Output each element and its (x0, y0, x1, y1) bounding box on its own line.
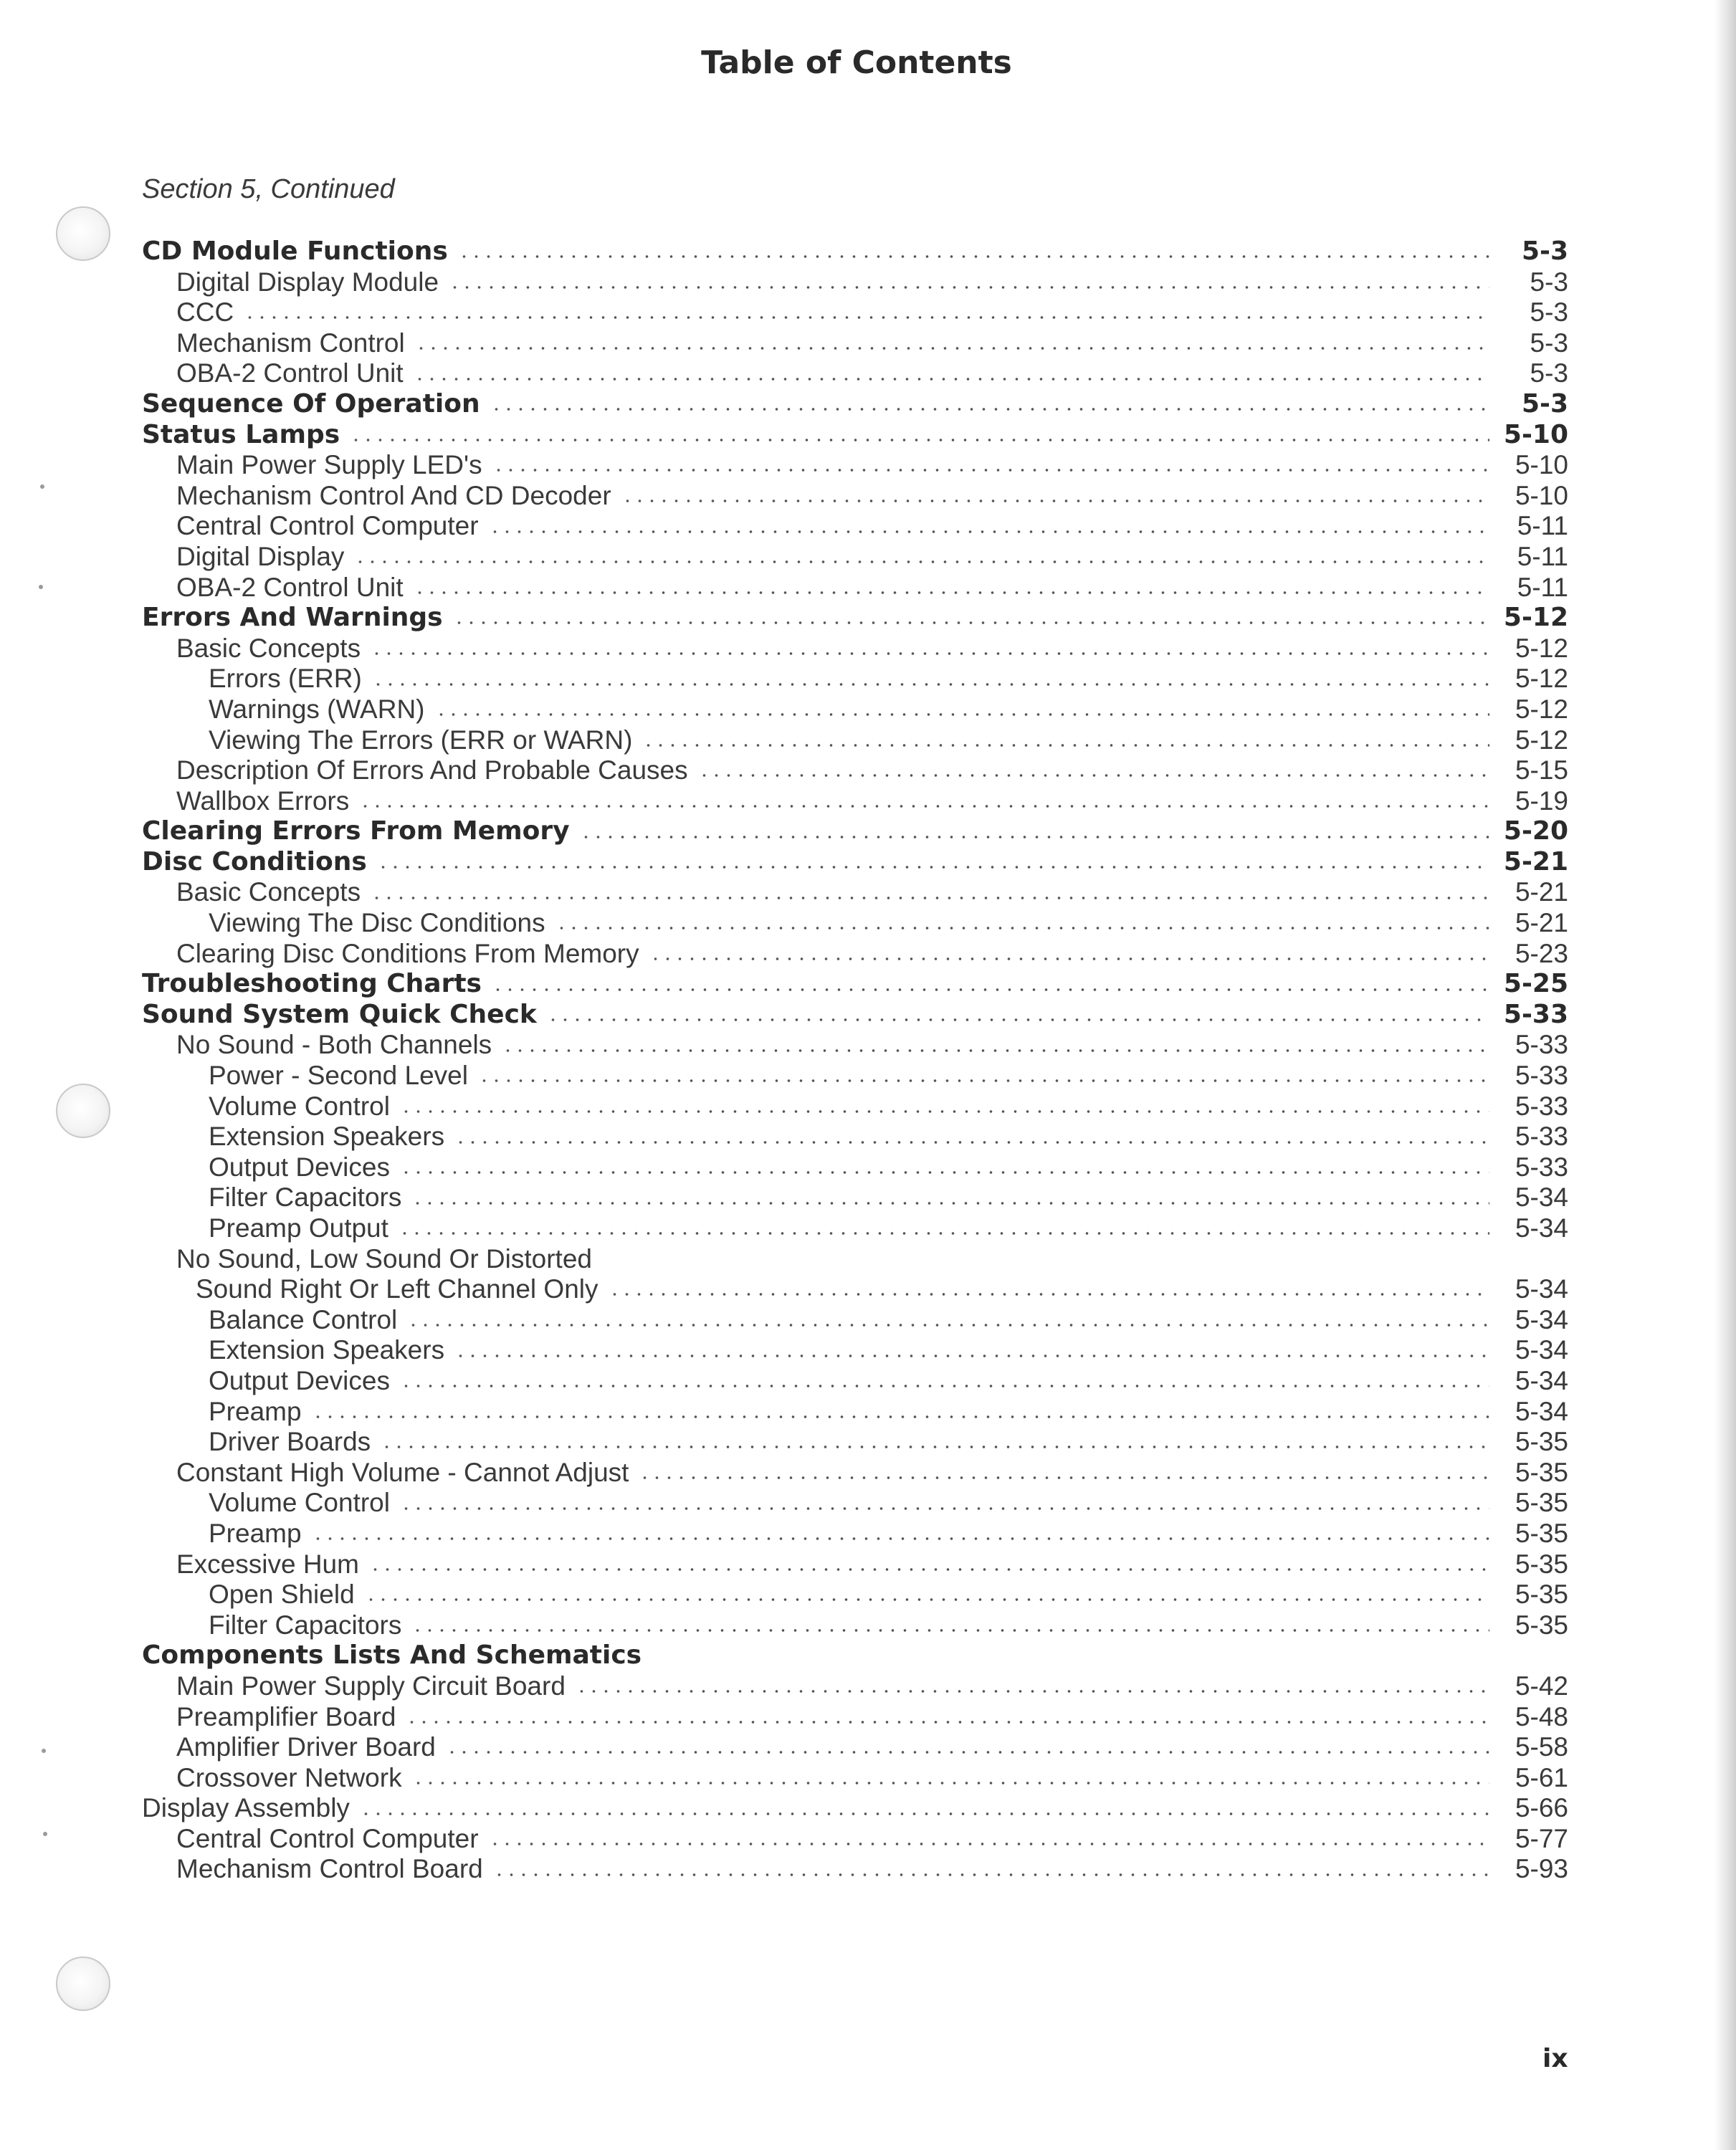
toc-entry-page: 5-35 (1515, 1427, 1568, 1457)
toc-entry-title: Volume Control (209, 1091, 390, 1121)
toc-entry-title: Filter Capacitors (209, 1182, 402, 1213)
toc-entry-page: 5-12 (1515, 664, 1568, 694)
toc-entry-title: Viewing The Disc Conditions (209, 908, 545, 938)
toc-entry-page: 5-34 (1515, 1182, 1568, 1213)
toc-entry-page: 5-3 (1521, 388, 1568, 419)
toc-entry-page: 5-33 (1515, 1122, 1568, 1152)
dot-leader (372, 682, 1489, 687)
toc-entry-page: 5-33 (1515, 1061, 1568, 1091)
toc-entry-page: 5-66 (1515, 1793, 1568, 1823)
toc-entry-page: 5-35 (1515, 1488, 1568, 1518)
toc-entry-title: Filter Capacitors (209, 1610, 402, 1640)
toc-entry (142, 389, 1568, 420)
dot-leader (312, 1537, 1489, 1541)
dot-leader (377, 865, 1489, 869)
dot-leader (446, 1750, 1489, 1754)
toc-entry (142, 328, 1568, 359)
dot-leader (458, 254, 1489, 259)
toc-entry (142, 603, 1568, 634)
toc-entry-page: 5-3 (1530, 328, 1568, 358)
toc-entry (142, 1061, 1568, 1091)
dot-leader (414, 377, 1489, 381)
toc-entry-title: No Sound, Low Sound Or Distorted (176, 1243, 592, 1274)
toc-entry-title: Basic Concepts (176, 633, 361, 663)
toc-entry (142, 1458, 1568, 1489)
toc-entry-title: Status Lamps (142, 419, 340, 449)
dot-leader (350, 438, 1489, 442)
toc-entry-title: Sound Right Or Left Channel Only (196, 1274, 598, 1304)
dot-leader (371, 896, 1489, 900)
toc-entry (142, 267, 1568, 298)
dot-leader (555, 926, 1489, 930)
toc-entry-title: Preamp (209, 1396, 302, 1426)
dot-leader (489, 530, 1489, 534)
dot-leader (312, 1415, 1489, 1419)
toc-entry-page: 5-3 (1521, 236, 1568, 266)
punch-hole-bottom (56, 1956, 110, 2011)
dot-leader (414, 591, 1489, 595)
toc-entry-title: Extension Speakers (209, 1122, 445, 1152)
toc-entry (142, 1702, 1568, 1733)
dot-leader (547, 1018, 1489, 1022)
toc-entry (142, 969, 1568, 1000)
toc-entry-title: Errors And Warnings (142, 603, 443, 633)
toc-entry-page: 5-21 (1515, 908, 1568, 938)
dot-leader (621, 499, 1489, 503)
toc-entry-title: Clearing Disc Conditions From Memory (176, 938, 639, 968)
toc-entry (142, 634, 1568, 664)
toc-entry-page: 5-34 (1515, 1274, 1568, 1304)
toc-entry (142, 1488, 1568, 1519)
dot-leader (406, 1720, 1489, 1724)
toc-entry (142, 450, 1568, 481)
toc-entry (142, 1427, 1568, 1458)
toc-entry-title: Mechanism Control Board (176, 1854, 483, 1884)
toc-entry-title: Display Assembly (142, 1793, 350, 1823)
toc-entry (142, 908, 1568, 939)
dot-leader (407, 1323, 1489, 1327)
toc-entry-page: 5-11 (1517, 541, 1568, 571)
dot-leader (642, 743, 1489, 747)
toc-entry (142, 939, 1568, 970)
toc-entry-title: Extension Speakers (209, 1335, 445, 1365)
toc-entry-title: Preamplifier Board (176, 1701, 396, 1731)
toc-entry-title: Sound System Quick Check (142, 999, 537, 1029)
dot-leader (365, 1597, 1489, 1602)
toc-entry-page: 5-33 (1515, 1091, 1568, 1121)
toc-entry-page: 5-93 (1515, 1854, 1568, 1884)
dot-leader (454, 1354, 1489, 1358)
toc-entry-page: 5-58 (1515, 1732, 1568, 1762)
toc-entry (142, 1519, 1568, 1549)
dot-leader (492, 468, 1489, 472)
toc-entry (142, 542, 1568, 573)
dot-leader (415, 346, 1489, 350)
toc-entry (142, 755, 1568, 786)
toc-entry-title: Main Power Supply LED's (176, 450, 482, 480)
toc-entry-title: Open Shield (209, 1580, 355, 1610)
toc-entry-title: Volume Control (209, 1488, 390, 1518)
dot-leader (639, 1476, 1489, 1480)
toc-entry (142, 816, 1568, 847)
toc-entry (142, 1763, 1568, 1794)
dot-leader (400, 1109, 1489, 1114)
toc-entry (142, 1397, 1568, 1428)
toc-entry-page: 5-35 (1515, 1549, 1568, 1579)
table-of-contents (142, 236, 1568, 1885)
toc-entry-page: 5-33 (1515, 1152, 1568, 1182)
toc-entry-page: 5-33 (1503, 999, 1568, 1029)
toc-entry-title: CD Module Functions (142, 236, 448, 266)
toc-entry (142, 1854, 1568, 1885)
toc-entry-page: 5-19 (1515, 785, 1568, 816)
toc-entry-title: Output Devices (209, 1365, 390, 1395)
toc-entry (142, 511, 1568, 542)
dot-leader (580, 835, 1489, 839)
dot-leader (359, 804, 1489, 808)
toc-entry-page: 5-34 (1515, 1304, 1568, 1334)
dot-leader (502, 1048, 1489, 1053)
toc-entry (142, 847, 1568, 878)
dot-leader (411, 1201, 1489, 1205)
dot-leader (698, 773, 1489, 778)
toc-entry-title: Constant High Volume - Cannot Adjust (176, 1457, 629, 1487)
toc-entry (142, 1305, 1568, 1336)
toc-entry-title: Crossover Network (176, 1762, 402, 1792)
toc-entry (142, 1366, 1568, 1397)
dot-leader (609, 1292, 1490, 1296)
dot-leader (371, 651, 1489, 656)
dot-leader (381, 1445, 1489, 1449)
toc-entry-title: Viewing The Errors (ERR or WARN) (209, 725, 633, 755)
toc-entry (142, 694, 1568, 725)
punch-hole-top (56, 206, 110, 261)
dot-leader (244, 315, 1489, 320)
toc-entry-title: Excessive Hum (176, 1549, 359, 1579)
toc-entry-title: Power - Second Level (209, 1061, 468, 1091)
dot-leader (454, 1140, 1489, 1145)
toc-entry-page: 5-77 (1515, 1823, 1568, 1853)
punch-hole-middle (56, 1084, 110, 1138)
toc-entry-title: Preamp Output (209, 1213, 388, 1243)
toc-entry (142, 1671, 1568, 1702)
toc-entry-title: OBA-2 Control Unit (176, 572, 404, 602)
toc-entry-page: 5-20 (1503, 816, 1568, 846)
dot-leader (400, 1506, 1489, 1511)
toc-entry (142, 1152, 1568, 1183)
toc-entry (142, 1122, 1568, 1152)
toc-entry-title: Errors (ERR) (209, 664, 362, 694)
dot-leader (412, 1781, 1489, 1785)
dot-leader (360, 1812, 1489, 1816)
toc-entry-page: 5-34 (1515, 1365, 1568, 1395)
toc-entry-title: Digital Display (176, 541, 345, 571)
toc-entry-page: 5-34 (1515, 1335, 1568, 1365)
toc-entry-page: 5-35 (1515, 1518, 1568, 1548)
toc-entry-title: Balance Control (209, 1304, 398, 1334)
toc-entry-page: 5-25 (1503, 969, 1568, 999)
toc-entry-title: Clearing Errors From Memory (142, 816, 570, 846)
toc-entry (142, 1335, 1568, 1366)
dot-leader (399, 1231, 1489, 1236)
toc-entry-page: 5-21 (1515, 877, 1568, 907)
toc-entry-page: 5-34 (1515, 1213, 1568, 1243)
dot-leader (576, 1689, 1489, 1693)
toc-entry (142, 877, 1568, 908)
toc-entry-page: 5-12 (1503, 603, 1568, 633)
toc-entry (142, 1793, 1568, 1824)
dot-leader (453, 621, 1489, 625)
toc-entry-title: Sequence Of Operation (142, 388, 480, 419)
toc-entry (142, 664, 1568, 694)
dot-leader (492, 988, 1489, 992)
toc-entry (142, 481, 1568, 512)
dot-leader (411, 1628, 1489, 1633)
page-number: ix (1542, 2044, 1568, 2073)
toc-entry-page: 5-33 (1515, 1030, 1568, 1060)
toc-entry (142, 1213, 1568, 1244)
toc-entry-title: OBA-2 Control Unit (176, 358, 404, 388)
dot-leader (435, 712, 1490, 717)
toc-entry-page: 5-23 (1515, 938, 1568, 968)
dot-leader (493, 1873, 1489, 1877)
toc-entry (142, 1244, 1568, 1275)
toc-entry (142, 1580, 1568, 1610)
toc-entry-title: No Sound - Both Channels (176, 1030, 492, 1060)
dot-leader (369, 1567, 1489, 1572)
toc-entry-page: 5-12 (1515, 633, 1568, 663)
dot-leader (400, 1170, 1489, 1175)
toc-entry-title: Mechanism Control (176, 328, 405, 358)
toc-entry-title: Output Devices (209, 1152, 390, 1182)
toc-entry-title: Central Control Computer (176, 1823, 479, 1853)
toc-entry-page: 5-61 (1515, 1762, 1568, 1792)
toc-entry-page: 5-3 (1530, 358, 1568, 388)
toc-entry-title: Digital Display Module (176, 267, 439, 297)
toc-entry-page: 5-12 (1515, 725, 1568, 755)
toc-entry (142, 1000, 1568, 1031)
toc-entry-page: 5-10 (1515, 480, 1568, 510)
dot-leader (478, 1079, 1489, 1083)
toc-entry (142, 1549, 1568, 1580)
dot-leader (649, 957, 1489, 961)
toc-entry-title: Wallbox Errors (176, 785, 350, 816)
toc-entry-page: 5-35 (1515, 1457, 1568, 1487)
page-edge-shadow (1714, 0, 1736, 2150)
toc-entry (142, 1640, 1568, 1671)
page-title: Table of Contents (701, 44, 1012, 81)
toc-entry-title: Central Control Computer (176, 511, 479, 541)
margin-speck (43, 1832, 47, 1836)
toc-entry-title: Amplifier Driver Board (176, 1732, 436, 1762)
toc-entry (142, 1274, 1568, 1305)
toc-entry-title: Warnings (WARN) (209, 694, 425, 724)
toc-entry (142, 1610, 1568, 1641)
toc-entry (142, 573, 1568, 603)
toc-entry-page: 5-3 (1530, 297, 1568, 328)
toc-entry-page: 5-15 (1515, 755, 1568, 785)
toc-entry (142, 1824, 1568, 1855)
toc-entry-title: Mechanism Control And CD Decoder (176, 480, 611, 510)
toc-entry-title: Disc Conditions (142, 846, 367, 876)
toc-entry-title: Components Lists And Schematics (142, 1640, 642, 1671)
margin-speck (39, 585, 43, 589)
toc-entry-page: 5-35 (1515, 1580, 1568, 1610)
toc-entry-title: Basic Concepts (176, 877, 361, 907)
dot-leader (354, 560, 1489, 564)
toc-entry-page: 5-21 (1503, 846, 1568, 876)
toc-entry-title: Description Of Errors And Probable Causes (176, 755, 688, 785)
dot-leader (400, 1384, 1489, 1388)
toc-entry-page: 5-10 (1503, 419, 1568, 449)
toc-entry (142, 420, 1568, 451)
dot-leader (489, 1842, 1489, 1846)
margin-speck (40, 484, 44, 489)
dot-leader (449, 285, 1489, 290)
toc-entry-page: 5-48 (1515, 1701, 1568, 1731)
toc-entry-page: 5-10 (1515, 450, 1568, 480)
toc-entry (142, 1732, 1568, 1763)
toc-entry (142, 1030, 1568, 1061)
toc-entry-title: Preamp (209, 1518, 302, 1548)
toc-entry-page: 5-34 (1515, 1396, 1568, 1426)
toc-entry (142, 725, 1568, 756)
toc-entry-title: Driver Boards (209, 1427, 371, 1457)
toc-entry (142, 1182, 1568, 1213)
toc-entry-title: Troubleshooting Charts (142, 969, 482, 999)
dot-leader (490, 407, 1489, 411)
section-label: Section 5, Continued (142, 174, 395, 204)
toc-entry (142, 1091, 1568, 1122)
toc-entry-page: 5-42 (1515, 1671, 1568, 1701)
toc-entry-page: 5-11 (1517, 511, 1568, 541)
toc-entry-page: 5-12 (1515, 694, 1568, 724)
toc-entry (142, 236, 1568, 267)
toc-entry-page: 5-3 (1530, 267, 1568, 297)
toc-entry-title: Main Power Supply Circuit Board (176, 1671, 566, 1701)
toc-entry-title: CCC (176, 297, 234, 328)
toc-entry (142, 297, 1568, 328)
toc-entry (142, 358, 1568, 389)
toc-entry-page: 5-11 (1517, 572, 1568, 602)
toc-entry-page: 5-35 (1515, 1610, 1568, 1640)
toc-entry (142, 786, 1568, 817)
margin-speck (42, 1749, 46, 1753)
